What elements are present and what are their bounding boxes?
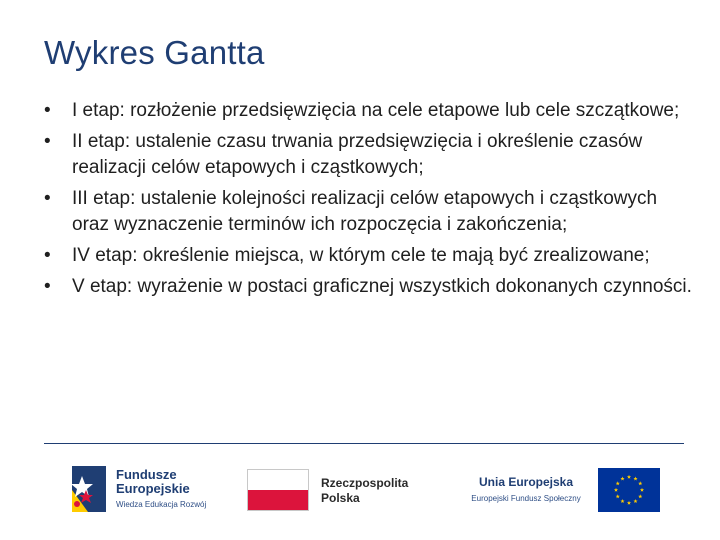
bullet-item: • I etap: rozłożenie przedsięwzięcia na cele etapowe lub cele szczątkowe; <box>44 98 694 124</box>
unia-line1: Unia Europejska <box>478 475 574 489</box>
fundusze-line2: Europejskie <box>116 481 190 496</box>
bullet-list <box>44 98 694 305</box>
fundusze-line1: Fundusze <box>116 467 177 482</box>
bullet-item: • II etap: ustalenie czasu trwania przedsięwzięcia i określenie czasów realizacji celów etapowych i cząstkowych; <box>44 129 694 181</box>
slide-title: Wykres Gantta <box>44 34 265 71</box>
bullet-item: • IV etap: określenie miejsca, w którym cele te mają być zrealizowane; <box>44 243 694 269</box>
eu-flag-icon <box>598 468 660 512</box>
bullet-item: • V etap: wyrażenie w postaci graficznej wszystkich dokonanych czynności. <box>44 274 694 300</box>
rzeczpospolita-line2: Polska <box>321 491 360 505</box>
rzeczpospolita-line1: Rzeczpospolita <box>321 476 409 490</box>
fundusze-line3: Wiedza Edukacja Rozwój <box>116 500 207 509</box>
fundusze-europejskie-star-icon <box>66 462 108 516</box>
unia-europejska-logo <box>458 468 660 512</box>
unia-line2: Europejski Fundusz Społeczny <box>471 494 581 503</box>
fundusze-europejskie-logo <box>66 462 226 516</box>
rzeczpospolita-polska-logo <box>247 469 437 513</box>
bullet-item: • III etap: ustalenie kolejności realizacji celów etapowych i cząstkowych oraz wyznaczenie terminów ich rozpoczęcia i zakończenia; <box>44 186 694 238</box>
poland-flag-icon <box>247 469 309 511</box>
footer-divider <box>44 443 684 444</box>
